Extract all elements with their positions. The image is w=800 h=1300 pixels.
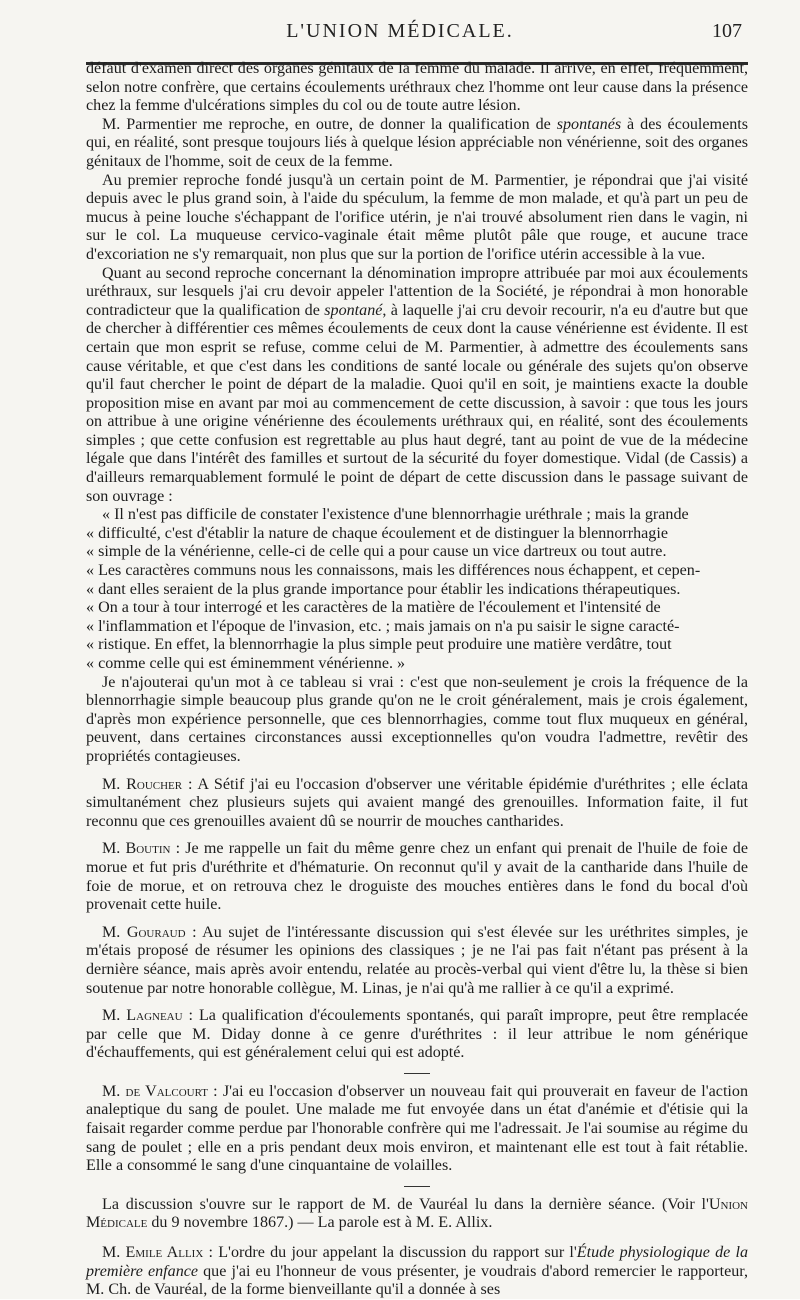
paragraph-continuation: défaut d'examen direct des organes génitaux de la femme du malade. Il arrive, en effet, fréquemment, selon notre confrère, que certains écoulements uréthraux chez l'homme ont leur cause dans la présence chez la femme d'ulcérations simples du col ou de toute autre lésion. <box>86 60 748 115</box>
quote-line: « comme celle qui est éminemment vénérienne. » <box>86 655 406 672</box>
speaker-name: M. Lagneau <box>102 1007 183 1025</box>
paragraph-text: à des écoulements qui, en réalité, sont presque toujours liés à quelque lésion appréciable non vénérienne, soit des organes génitaux de l'homme, soit de ceux de la femme. <box>86 115 748 170</box>
speaker-text: : J'ai eu l'occasion d'observer un nouveau fait qui prouverait en faveur de l'action analeptique du sang de poulet. Une malade me fut envoyée dans un état d'anémie et d'étisie qui la faisait regarder comme perdue par l'honorable confrère qui me l'adressait. Je l'ai soumise au régime du sang de poulet ; elle en a pris pendant deux mois environ, et maintenant elle est tout à fait rétablie. Elle a consommé le sang d'une cinquantaine de volailles. <box>86 1082 748 1175</box>
speaker-text: que j'ai eu l'honneur de vous présenter, je voudrais d'abord remercier le rapporteur, M. Ch. de Vauréal, de la forme bienveillante qu'il a donnée à ses <box>86 1262 749 1299</box>
speaker-text: : La qualification d'écoulements spontanés, qui paraît impropre, peut être remplacée par celle que M. Diday donne à ce genre d'uréthrites : il leur attribue le nom générique d'échauffements, qui est généralement celui qui est adopté. <box>86 1007 748 1062</box>
section-separator <box>404 1186 430 1187</box>
speaker-lagneau <box>86 1007 748 1063</box>
quote-line: « Les caractères communs nous les connaissons, mais les différences nous échappent, et cepen- <box>86 562 701 580</box>
paragraph-first-reply: Au premier reproche fondé jusqu'à un certain point de M. Parmentier, je répondrai que j'ai visité depuis avec le plus grand soin, à l'aide du spéculum, la femme de mon malade, et qu'à part un peu de mucus à peine louche s'échappant de l'orifice utérin, je n'ai trouvé absolument rien dans le vagin, ni sur le col. La muqueuse cervico-vaginale était même plutôt pâle que rouge, et aucune trace d'excoriation ne s'y remarquait, non plus que sur la portion de l'orifice utérin accessible à la vue. <box>86 171 748 263</box>
paragraph-parmentier-reproach <box>86 116 748 172</box>
journal-title: L'UNION MÉDICALE. <box>286 20 514 42</box>
paragraph-text: M. Parmentier me reproche, en outre, de donner la qualification de <box>102 115 557 133</box>
paragraph-text: La discussion s'ouvre sur le rapport de M. de Vauréal lu dans la dernière séance. (Voir l' <box>102 1195 709 1213</box>
italic-term: spontanés <box>556 115 622 133</box>
paragraph-discussion-opening <box>86 1196 748 1233</box>
quote-line: « On a tour à tour interrogé et les caractères de la matière de l'écoulement et l'intensité de <box>86 599 661 617</box>
speaker-name: M. Emile Allix <box>102 1244 204 1262</box>
vidal-quotation <box>86 506 748 673</box>
running-header <box>0 14 800 48</box>
speaker-name: M. Roucher <box>102 775 183 793</box>
quote-line: « difficulté, c'est d'établir la nature de chaque écoulement et de distinguer la blennorrhagie <box>86 524 668 542</box>
quote-line: « Il n'est pas difficile de constater l'existence d'une blennorrhagie uréthrale ; mais la grande <box>102 506 689 524</box>
quote-line: « dant elles seraient de la plus grande importance pour établir les indications thérapeutiques. <box>86 580 681 598</box>
speaker-text: : L'ordre du jour appelant la discussion du rapport sur l' <box>203 1244 577 1262</box>
speaker-gouraud <box>86 924 748 998</box>
section-separator <box>404 1073 430 1074</box>
quote-line: « ristique. En effet, la blennorrhagie la plus simple peut produire une matière verdâtre, tout <box>86 636 672 654</box>
speaker-boutin <box>86 840 748 914</box>
work-title: Étude physiologique de la première enfance <box>86 1244 749 1280</box>
speaker-name: M. Boutin <box>102 840 171 858</box>
speaker-text: : Je me rappelle un fait du même genre chez un enfant qui prenait de l'huile de foie de morue et fut pris d'uréthrite et d'hématurie. On reconnut qu'il y avait de la cantharide dans l'huile de foie de morue, et on retrouva chez le droguiste des mouches entières dans le fond du bocal d'où provenait cette huile. <box>86 840 748 914</box>
paragraph-conclusion: Je n'ajouterai qu'un mot à ce tableau si vrai : c'est que non-seulement je crois la fréquence de la blennorrhagie simple beaucoup plus grande qu'on ne le croit généralement, mais je crois également, d'après mon expérience personnelle, que ces blennorrhagies, comme tout flux muqueux en général, peuvent, dans certaines circonstances aussi exceptionnelles qu'on voudra l'admettre, revêtir des propriétés contagieuses. <box>86 673 748 765</box>
speaker-name: M. Gouraud <box>102 923 186 941</box>
speaker-valcourt <box>86 1083 748 1176</box>
italic-term: spontané <box>324 301 383 319</box>
article-body <box>86 60 748 1300</box>
quote-line: « l'inflammation et l'époque de l'invasion, etc. ; mais jamais on n'a pu saisir le signe caracté- <box>86 617 680 635</box>
speaker-text: : Au sujet de l'intéressante discussion qui s'est élevée sur les uréthrites simples, je m'étais proposé de résumer les opinions des classiques ; je ne l'ai pas fait n'étant pas présent à la dernière séance, mais après avoir entendu, relatée au procès-verbal qui vient d'être lu, la thèse si bien soutenue par notre honorable collègue, M. Linas, je n'ai qu'à me rallier à ce qu'il a exprimé. <box>86 923 748 997</box>
speaker-roucher <box>86 776 748 832</box>
paragraph-text: , à laquelle j'ai cru devoir recourir, n'a eu d'autre but que de chercher à différentier ces mêmes écoulements de ceux dont la cause vénérienne est évidente. Il est certain que mon esprit se refuse, comme celui de M. Parmentier, à admettre des écoulements sans cause véritable, et que c'est dans les conditions de santé locale ou générale des sujets qu'on observe qu'il faut chercher le point de départ de la maladie. Quoi qu'il en soit, je maintiens exacte la double proposition mise en avant par moi au commencement de cette discussion, à savoir : que tous les jours on attribue à une origine vénérienne des écoulements uréthraux qui, en réalité, sont des écoulements simples ; que cette confusion est regrettable au plus haut degré, tant au point de vue de la médecine légale que dans l'intérêt des familles et surtout de la sécurité du foyer domestique. Vidal (de Cassis) a d'ailleurs remarquablement formulé le point de départ de cette discussion dans le passage suivant de son ouvrage : <box>86 301 749 505</box>
paragraph-second-reply <box>86 265 748 507</box>
speaker-name: M. de Valcourt <box>102 1082 208 1100</box>
paragraph-text: du 9 novembre 1867.) — La parole est à M. E. Allix. <box>147 1214 493 1232</box>
page-number: 107 <box>712 20 742 42</box>
journal-reference: Union Médicale <box>86 1195 748 1232</box>
speaker-allix <box>86 1244 748 1300</box>
paragraph-text: Quant au second reproche concernant la dénomination impropre attribuée par moi aux écoulements uréthraux, sur lesquels j'ai cru devoir appeler l'attention de la Société, je répondrai à mon honorable contradicteur que la qualification de <box>86 264 748 319</box>
quote-line: « simple de la vénérienne, celle-ci de celle qui a pour cause un vice dartreux ou tout autre. <box>86 543 667 561</box>
speaker-text: : A Sétif j'ai eu l'occasion d'observer une véritable épidémie d'uréthrites ; elle éclata simultanément chez plusieurs sujets qui avaient mangé des grenouilles. Information faite, il fut reconnu que ces grenouilles avaient dû se nourrir de mouches cantharides. <box>86 775 748 830</box>
